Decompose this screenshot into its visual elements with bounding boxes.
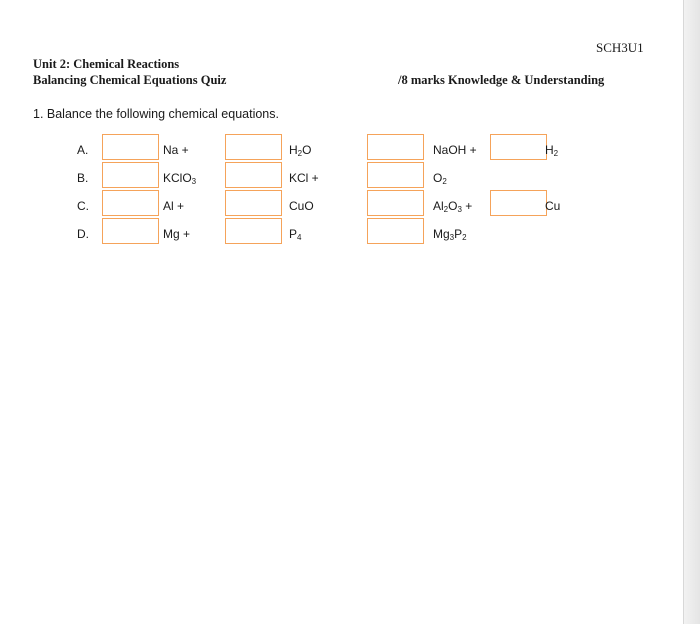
product-c2: Cu	[545, 199, 561, 213]
coefficient-box-a4[interactable]	[490, 134, 547, 160]
coefficient-box-a3[interactable]	[367, 134, 424, 160]
product-b1: KCl +	[289, 171, 319, 185]
coefficient-box-c3[interactable]	[367, 190, 424, 216]
coefficient-box-a1[interactable]	[102, 134, 159, 160]
course-code: SCH3U1	[596, 40, 644, 55]
coefficient-box-d3[interactable]	[367, 218, 424, 244]
coefficient-box-a2[interactable]	[225, 134, 282, 160]
reactant-b1: KClO$_3$	[163, 171, 197, 186]
reactant-d1: Mg +	[163, 227, 191, 241]
question-text: 1. Balance the following chemical equations.	[33, 107, 279, 121]
reactant-c2: CuO	[289, 199, 314, 213]
coefficient-box-d1[interactable]	[102, 218, 159, 244]
marks-label: /8 marks Knowledge & Understanding	[398, 73, 605, 87]
page-edge	[683, 0, 700, 624]
coefficient-box-c4[interactable]	[490, 190, 547, 216]
quiz-title: Balancing Chemical Equations Quiz	[33, 73, 227, 87]
coefficient-box-b2[interactable]	[225, 162, 282, 188]
coefficient-box-c2[interactable]	[225, 190, 282, 216]
product-d1: $Mg_3P_2$	[433, 227, 467, 242]
product-a3: $H_2$	[545, 143, 559, 158]
reactant-a3: NaOH +	[433, 143, 477, 157]
coefficient-box-b1[interactable]	[102, 162, 159, 188]
reactant-a1: Na +	[163, 143, 189, 157]
row-label-b: B.	[77, 171, 89, 185]
coefficient-box-b3[interactable]	[367, 162, 424, 188]
row-label-c: C.	[77, 199, 89, 213]
product-a1: $H_2O$	[289, 143, 312, 158]
row-label-d: D.	[77, 227, 89, 241]
unit-title: Unit 2: Chemical Reactions	[33, 57, 180, 71]
reactant-d2: $P_4$	[289, 227, 302, 242]
product-b2: $O_2$	[433, 171, 447, 186]
row-label-a: A.	[77, 143, 89, 157]
reactant-c1: Al +	[163, 199, 185, 213]
product-c1: $Al_2O_3$ +	[433, 199, 473, 214]
coefficient-box-d2[interactable]	[225, 218, 282, 244]
coefficient-box-c1[interactable]	[102, 190, 159, 216]
